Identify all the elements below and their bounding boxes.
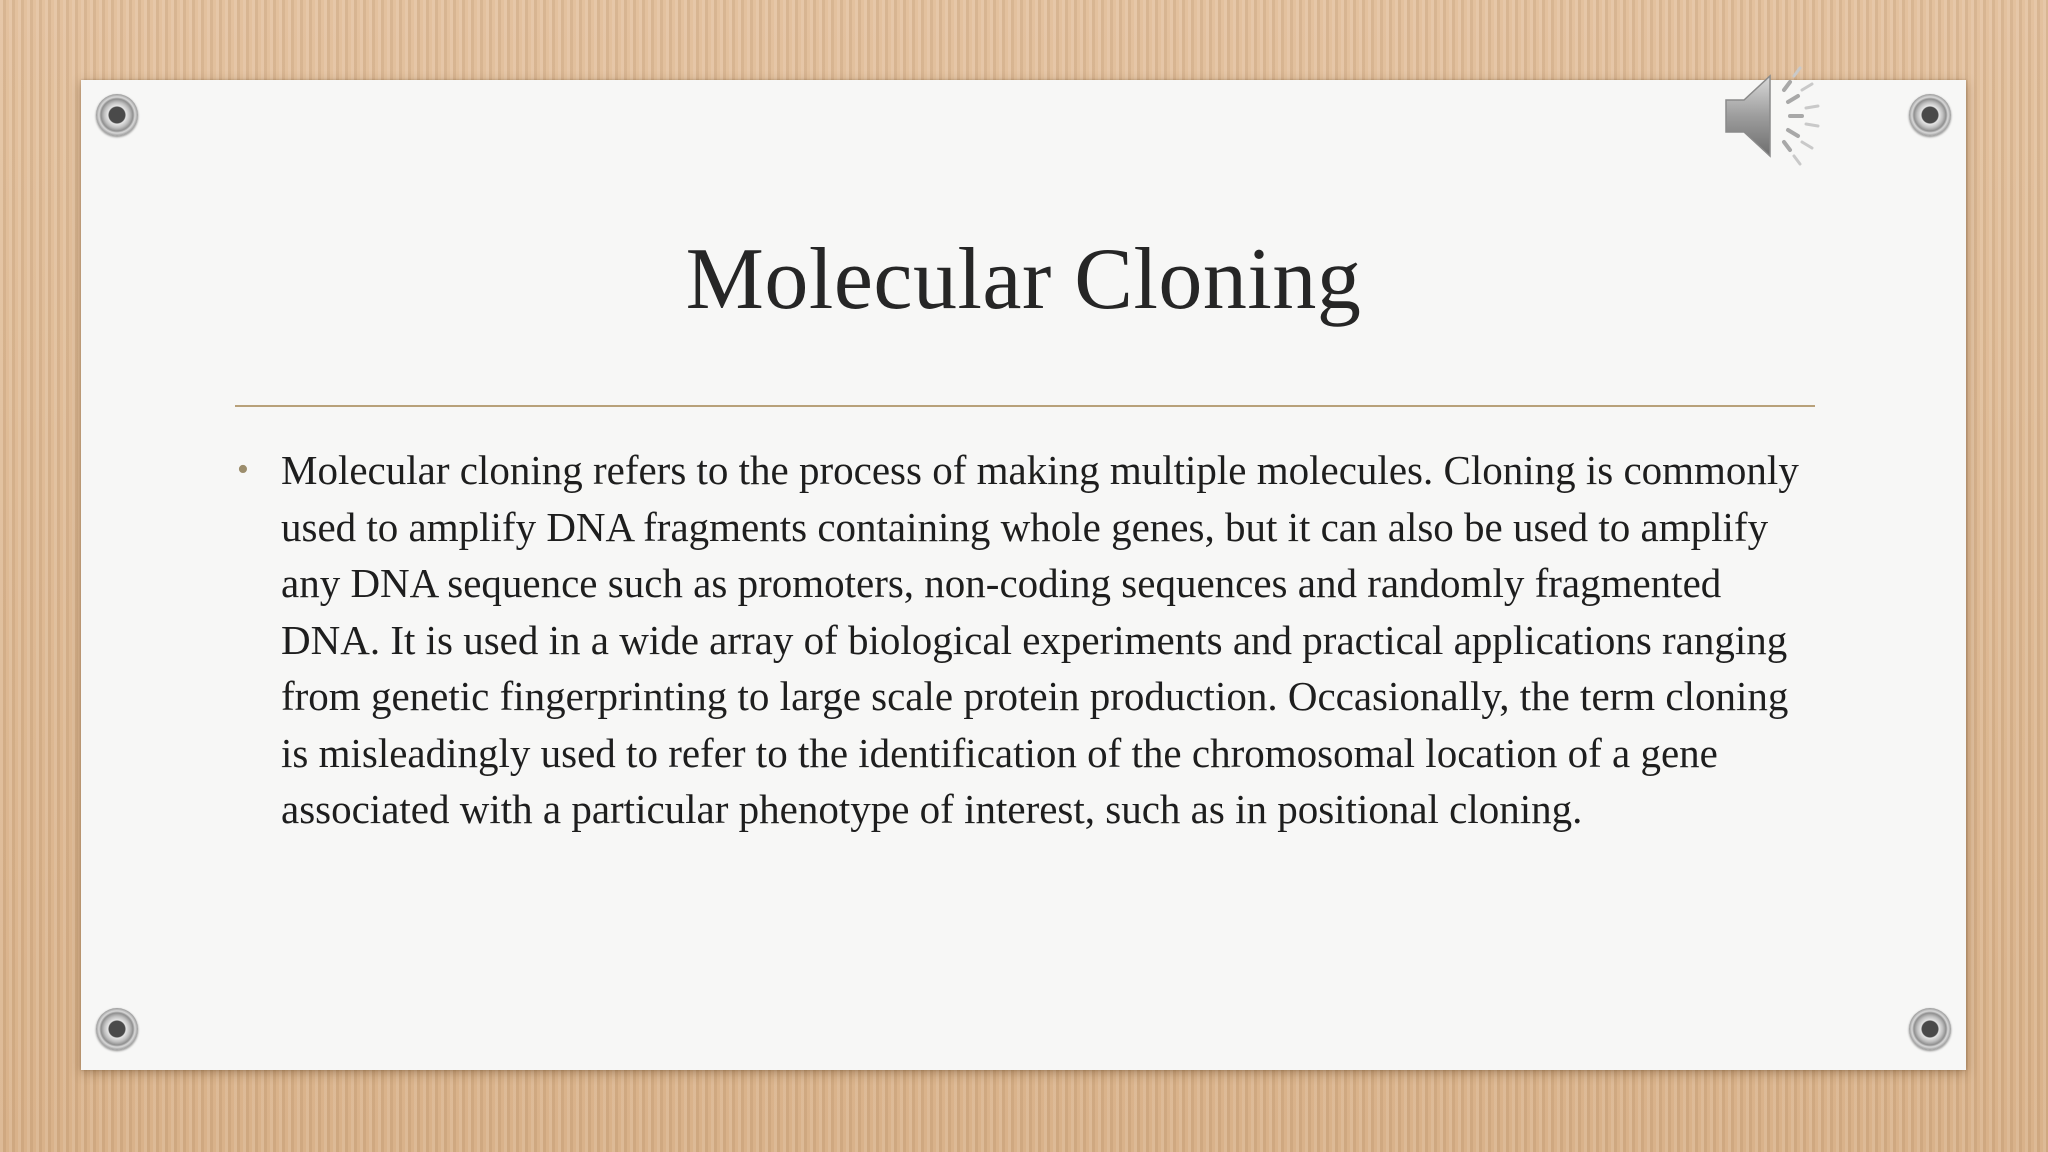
grommet-icon [96,1008,138,1050]
bullet-item [235,442,1815,838]
title-divider [235,405,1815,407]
grommet-icon [1909,94,1951,136]
bullet-text: Molecular cloning refers to the process of making multiple molecules. Cloning is commonly used to amplify DNA fragments containing whole genes, but it can also be used to amplify any DNA sequence such as promoters, non-coding sequences and randomly fragmented DNA. It is used in a wide array of biological experiments and practical applications ranging from genetic fingerprinting to large scale protein production. Occasionally, the term cloning is misleadingly used to refer to the identification of the chromosomal location of a gene associated with a particular phenotype of interest, such as in positional cloning. [281,447,1799,832]
grommet-icon [96,94,138,136]
bullet-dot-icon: • [237,451,249,488]
slide-title: Molecular Cloning [685,231,1362,328]
speaker-icon-graphic [1718,60,1828,170]
slide-card [81,80,1966,1070]
grommet-icon [1909,1008,1951,1050]
bullet-list [235,442,1815,838]
speaker-icon[interactable] [1718,60,1828,170]
